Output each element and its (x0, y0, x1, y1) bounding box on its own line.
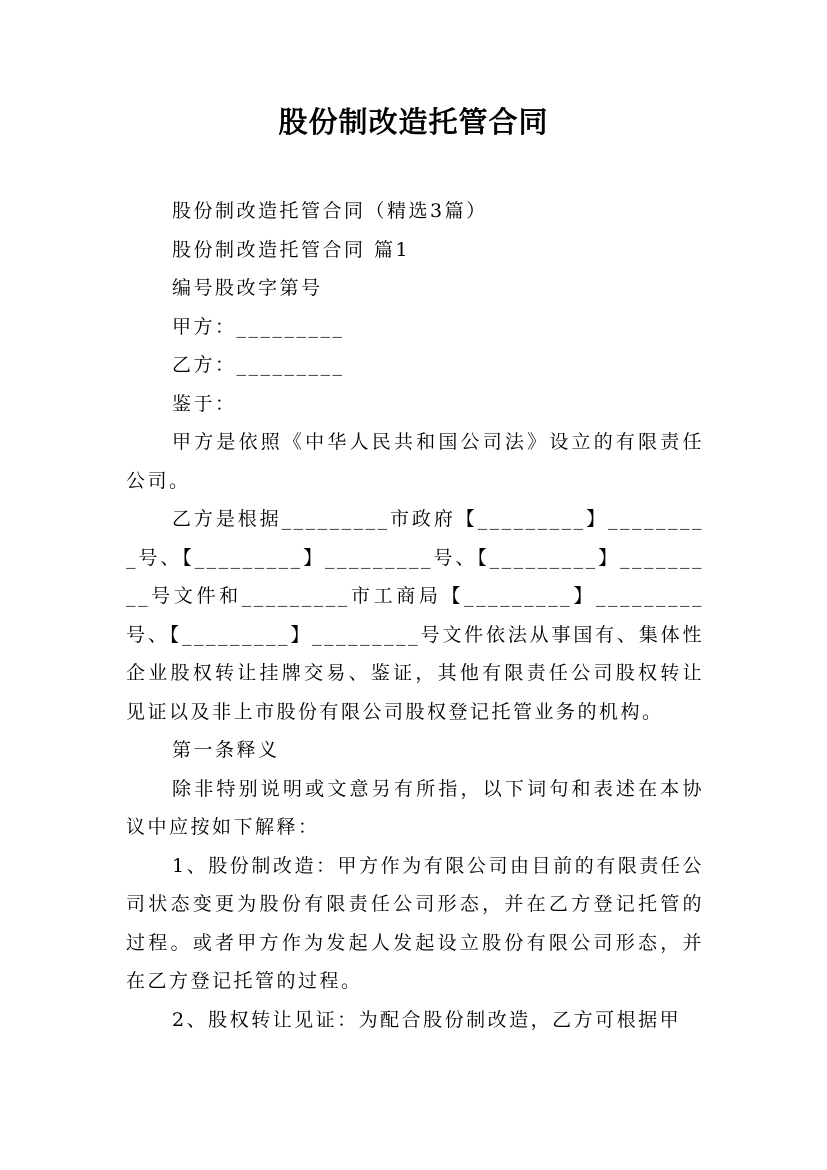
paragraph-article-one-heading: 第一条释义 (172, 739, 280, 761)
paragraph-definition-1: 1、股份制改造：甲方作为有限公司由目前的有限责任公司状态变更为股份有限责任公司形态，并在乙方登记托管的过程。或者甲方作为发起人发起设立股份有限公司形态，并在乙方登记托管的过程。 (126, 854, 704, 992)
paragraph-number: 编号股改字第号 (172, 277, 323, 299)
paragraph-section-heading: 股份制改造托管合同 篇1 (172, 238, 411, 261)
paragraph-party-b-description: 乙方是根据_________市政府【_________】_________号、【_________】_________号、【_________】_________号文件和_________市工商局【_________】_________号、【_________】_________号文件依法从事国有、集体性企业股权转让挂牌交易、鉴证，其他有限责任公司股权转让见证以及非上市股份有限公司股权登记托管业务的机构。 (126, 508, 704, 723)
paragraph-party-b: 乙方：_________ (172, 354, 345, 376)
paragraph-whereas: 鉴于： (172, 392, 237, 415)
paragraph-subtitle: 股份制改造托管合同（精选3篇） (172, 200, 488, 222)
document-body (126, 192, 704, 1039)
paragraph-definitions-intro: 除非特别说明或文意另有所指，以下词句和表述在本协议中应按如下解释： (126, 777, 704, 838)
paragraph-definition-2: 2、股权转让见证：为配合股份制改造，乙方可根据甲 (172, 1008, 682, 1031)
paragraph-party-a-description: 甲方是依照《中华人民共和国公司法》设立的有限责任公司。 (126, 431, 704, 492)
paragraph-party-a: 甲方：_________ (172, 315, 345, 338)
document-title: 股份制改造托管合同 (278, 105, 549, 139)
